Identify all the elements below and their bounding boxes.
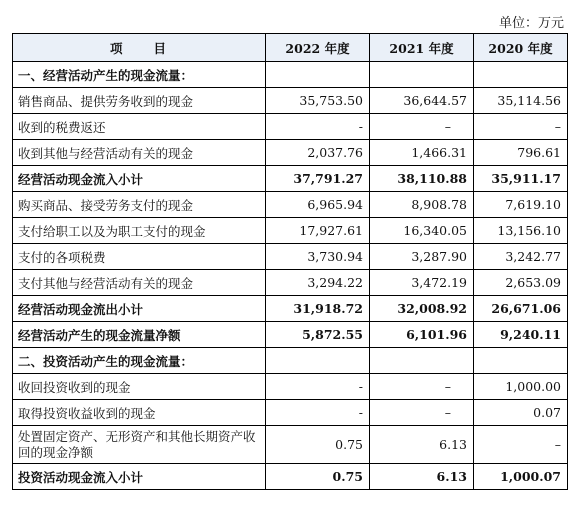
- row-label: 经营活动产生的现金流量净额: [13, 322, 266, 348]
- row-label: 支付其他与经营活动有关的现金: [13, 270, 266, 296]
- cash-flow-table: [12, 33, 568, 490]
- table-row: [13, 374, 568, 400]
- cell-2020: 35,911.17: [474, 166, 568, 192]
- cell-2021: 38,110.88: [370, 166, 474, 192]
- cell-2021: 6.13: [370, 426, 474, 464]
- cell-2020: 2,653.09: [474, 270, 568, 296]
- cell-2020: 3,242.77: [474, 244, 568, 270]
- cell-2020: –: [474, 426, 568, 464]
- cell-2020: 0.07: [474, 400, 568, 426]
- subtotal-row: [13, 296, 568, 322]
- cell-2020: [474, 62, 568, 88]
- row-label: 经营活动现金流入小计: [13, 166, 266, 192]
- row-label: 处置固定资产、无形资产和其他长期资产收回的现金净额: [13, 426, 266, 464]
- table-header-row: [13, 34, 568, 62]
- cell-2022: 35,753.50: [266, 88, 370, 114]
- cell-2022: 3,730.94: [266, 244, 370, 270]
- cell-2021: 3,472.19: [370, 270, 474, 296]
- row-label: 收到其他与经营活动有关的现金: [13, 140, 266, 166]
- cell-2021: –: [370, 400, 474, 426]
- cell-2021: 32,008.92: [370, 296, 474, 322]
- cell-2021: –: [370, 114, 474, 140]
- table-row: [13, 244, 568, 270]
- cell-2020: 9,240.11: [474, 322, 568, 348]
- cell-2020: [474, 348, 568, 374]
- cell-2022: 17,927.61: [266, 218, 370, 244]
- unit-label: 单位：万元: [498, 16, 564, 31]
- subtotal-row: [13, 166, 568, 192]
- cell-2022: 3,294.22: [266, 270, 370, 296]
- table-row: [13, 192, 568, 218]
- section-investing-heading: [13, 348, 568, 374]
- cell-2020: 1,000.00: [474, 374, 568, 400]
- cell-2020: 35,114.56: [474, 88, 568, 114]
- cell-2022: 0.75: [266, 464, 370, 490]
- cell-2022: 6,965.94: [266, 192, 370, 218]
- cell-2020: 7,619.10: [474, 192, 568, 218]
- net-cash-row: [13, 322, 568, 348]
- cell-2021: [370, 62, 474, 88]
- cell-2021: 16,340.05: [370, 218, 474, 244]
- table-row: [13, 88, 568, 114]
- table-row: [13, 426, 568, 464]
- cell-2022: -: [266, 374, 370, 400]
- cell-2022: -: [266, 400, 370, 426]
- cell-2021: 36,644.57: [370, 88, 474, 114]
- cell-2021: 3,287.90: [370, 244, 474, 270]
- cell-2022: [266, 348, 370, 374]
- cell-2021: [370, 348, 474, 374]
- cell-2022: 31,918.72: [266, 296, 370, 322]
- row-label: 二、投资活动产生的现金流量：: [13, 348, 266, 374]
- row-label: 投资活动现金流入小计: [13, 464, 266, 490]
- row-label: 经营活动现金流出小计: [13, 296, 266, 322]
- subtotal-row: [13, 464, 568, 490]
- cell-2021: –: [370, 374, 474, 400]
- table-row: [13, 140, 568, 166]
- cell-2022: 2,037.76: [266, 140, 370, 166]
- header-2020: 2020 年度: [474, 34, 568, 62]
- cell-2020: 13,156.10: [474, 218, 568, 244]
- table-row: [13, 114, 568, 140]
- row-label: 购买商品、接受劳务支付的现金: [13, 192, 266, 218]
- row-label: 收回投资收到的现金: [13, 374, 266, 400]
- cell-2020: 1,000.07: [474, 464, 568, 490]
- row-label: 销售商品、提供劳务收到的现金: [13, 88, 266, 114]
- row-label: 收到的税费返还: [13, 114, 266, 140]
- cell-2020: 796.61: [474, 140, 568, 166]
- cell-2021: 8,908.78: [370, 192, 474, 218]
- cell-2022: 37,791.27: [266, 166, 370, 192]
- cell-2020: 26,671.06: [474, 296, 568, 322]
- cell-2021: 6,101.96: [370, 322, 474, 348]
- cell-2022: 5,872.55: [266, 322, 370, 348]
- table-row: [13, 270, 568, 296]
- cell-2021: 1,466.31: [370, 140, 474, 166]
- table-row: [13, 400, 568, 426]
- header-item: 项 目: [13, 34, 266, 62]
- cell-2022: 0.75: [266, 426, 370, 464]
- cell-2022: -: [266, 114, 370, 140]
- row-label: 支付给职工以及为职工支付的现金: [13, 218, 266, 244]
- header-2021: 2021 年度: [370, 34, 474, 62]
- row-label: 一、经营活动产生的现金流量：: [13, 62, 266, 88]
- row-label: 支付的各项税费: [13, 244, 266, 270]
- table-row: [13, 218, 568, 244]
- header-2022: 2022 年度: [266, 34, 370, 62]
- cell-2021: 6.13: [370, 464, 474, 490]
- cell-2020: –: [474, 114, 568, 140]
- cell-2022: [266, 62, 370, 88]
- row-label: 取得投资收益收到的现金: [13, 400, 266, 426]
- section-operating-heading: [13, 62, 568, 88]
